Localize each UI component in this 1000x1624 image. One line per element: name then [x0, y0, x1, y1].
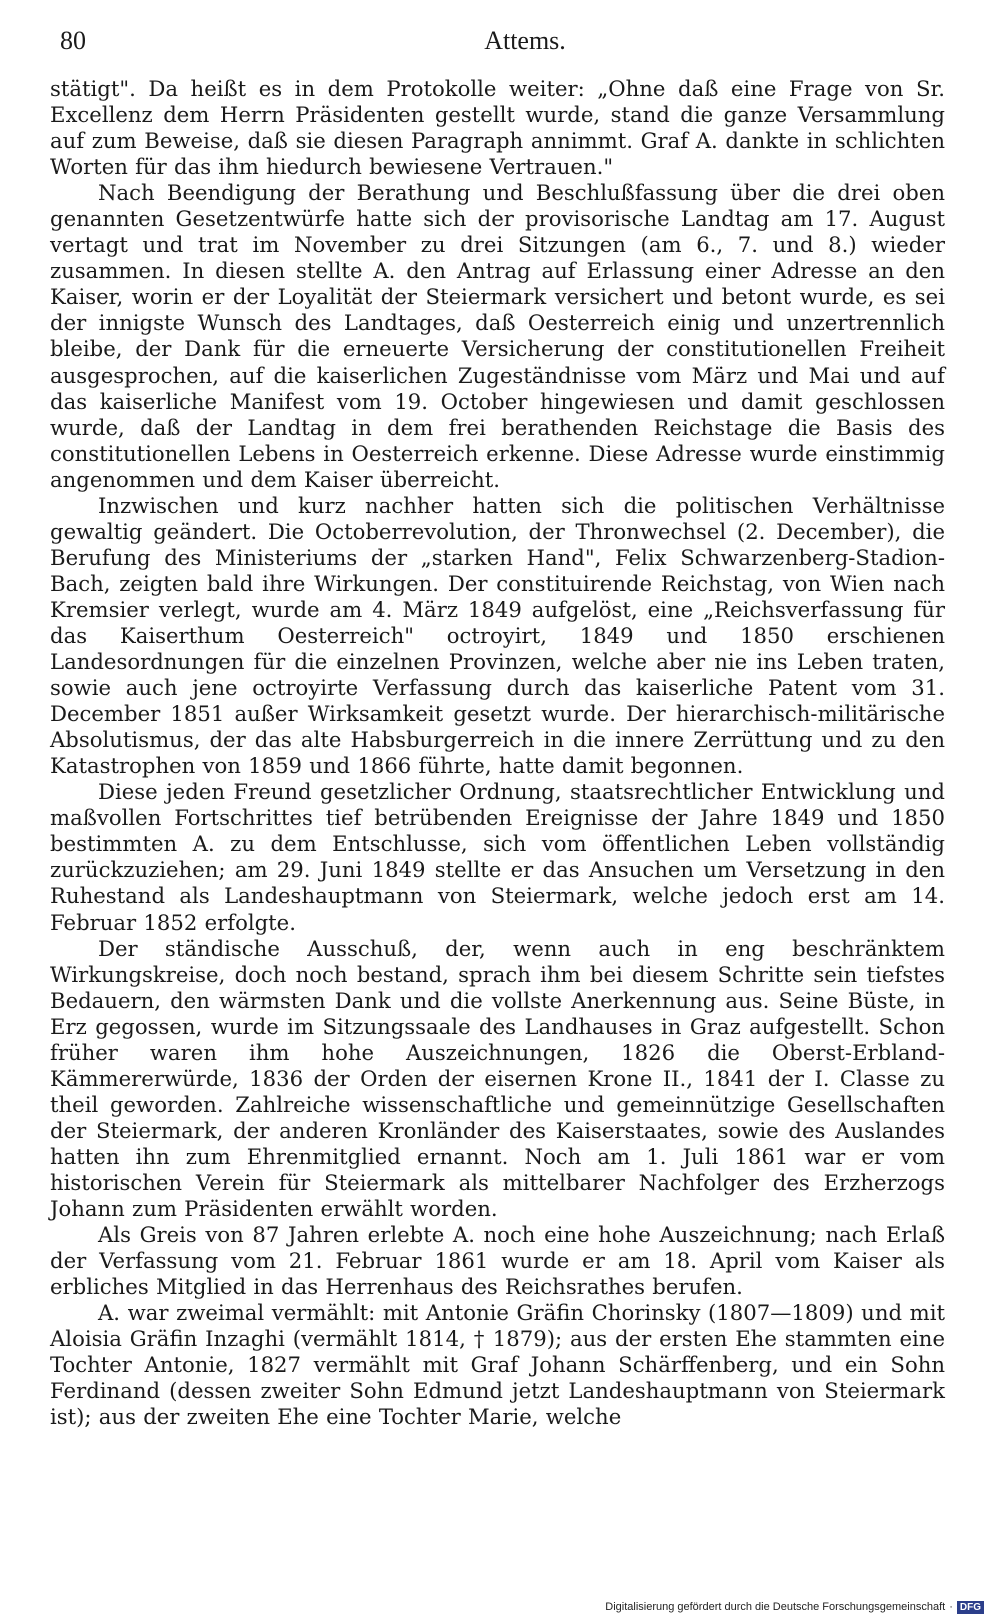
- running-head: Attems.: [484, 26, 566, 55]
- paragraph: Der ständische Ausschuß, der, wenn auch in eng beschränktem Wirkungskreise, doch noch bestand, sprach ihm bei diesem Schritte sein tiefstes Bedauern, den wärmsten Dank und die vollste Anerkennung aus. Seine Büste, in Erz gegossen, wurde im Sitzungssaale des Landhauses in Graz aufgestellt. Schon früher waren ihm hohe Auszeichnungen, 1826 die Oberst-Erbland-Kämmererwürde, 1836 der Orden der eisernen Krone II., 1841 der I. Classe zu theil geworden. Zahlreiche wissenschaftliche und gemeinnützige Gesellschaften der Steiermark, der anderen Kronländer des Kaiserstaates, sowie des Auslandes hatten ihn zum Ehrenmitglied ernannt. Noch am 1. Juli 1861 war er vom historischen Verein für Steiermark als mittelbarer Nachfolger des Erzherzogs Johann zum Präsidenten erwählt worden.: [50, 935, 945, 1222]
- paragraph: A. war zweimal vermählt: mit Antonie Gräfin Chorinsky (1807—1809) und mit Aloisia Gräfin Inzaghi (vermählt 1814, † 1879); aus der ersten Ehe stammten eine Tochter Antonie, 1827 vermählt mit Graf Johann Schärffenberg, und ein Sohn Ferdinand (dessen zweiter Sohn Edmund jetzt Landeshauptmann von Steiermark ist); aus der zweiten Ehe eine Tochter Marie, welche: [50, 1300, 945, 1430]
- credit-separator: ·: [949, 1601, 953, 1613]
- digitization-credit: [605, 1598, 984, 1616]
- paragraph: stätigt". Da heißt es in dem Protokolle weiter: „Ohne daß eine Frage von Sr. Excellenz dem Herrn Präsidenten gestellt wurde, stand die ganze Versammlung auf zum Beweise, daß sie diesen Paragraph annimmt. Graf A. dankte in schlichten Worten für das ihm hiedurch bewiesene Vertrauen.": [50, 76, 945, 180]
- paragraph: Diese jeden Freund gesetzlicher Ordnung, staatsrechtlicher Entwicklung und maßvollen Fortschrittes tief betrübenden Ereignisse der Jahre 1849 und 1850 bestimmten A. zu dem Entschlusse, sich vom öffentlichen Leben vollständig zurückzuziehen; am 29. Juni 1849 stellte er das Ansuchen um Versetzung in den Ruhestand als Landeshauptmann von Steiermark, welche jedoch erst am 14. Februar 1852 erfolgte.: [50, 779, 945, 935]
- paragraph: Inzwischen und kurz nachher hatten sich die politischen Verhältnisse gewaltig geändert. Die Octoberrevolution, der Thronwechsel (2. December), die Berufung des Ministeriums der „starken Hand", Felix Schwarzenberg-Stadion-Bach, zeigten bald ihre Wirkungen. Der constituirende Reichstag, von Wien nach Kremsier verlegt, wurde am 4. März 1849 aufgelöst, eine „Reichsverfassung für das Kaiserthum Oesterreich" octroyirt, 1849 und 1850 erschienen Landesordnungen für die einzelnen Provinzen, welche aber nie ins Leben traten, sowie auch jene octroyirte Verfassung durch das kaiserliche Patent vom 31. December 1851 außer Wirksamkeit gesetzt wurde. Der hierarchisch-militärische Absolutismus, der das alte Habsburgerreich in die innere Zerrüttung und zu den Katastrophen von 1859 und 1866 führte, hatte damit begonnen.: [50, 492, 945, 779]
- paragraph: Nach Beendigung der Berathung und Beschlußfassung über die drei oben genannten Gesetzentwürfe hatte sich der provisorische Landtag am 17. August vertagt und trat im November zu drei Sitzungen (am 6., 7. und 8.) wieder zusammen. In diesen stellte A. den Antrag auf Erlassung einer Adresse an den Kaiser, worin er der Loyalität der Steiermark versichert und betont wurde, es sei der innigste Wunsch des Landtages, daß Oesterreich einig und unzertrennlich bleibe, der Dank für die erneuerte Versicherung der constitutionellen Freiheit ausgesprochen, auf die kaiserlichen Zugeständnisse vom März und Mai und auf das kaiserliche Manifest vom 19. October hingewiesen und damit geschlossen wurde, daß der Landtag in dem frei berathenden Reichstage die Basis des constitutionellen Lebens in Oesterreich erkenne. Diese Adresse wurde einstimmig angenommen und dem Kaiser überreicht.: [50, 180, 945, 492]
- paragraph: Als Greis von 87 Jahren erlebte A. noch eine hohe Auszeichnung; nach Erlaß der Verfassung vom 21. Februar 1861 wurde er am 18. April vom Kaiser als erbliches Mitglied in das Herrenhaus des Reichsrathes berufen.: [50, 1222, 945, 1300]
- dfg-logo: DFG: [957, 1601, 984, 1614]
- page-number: 80: [60, 26, 86, 55]
- credit-text: Digitalisierung gefördert durch die Deutsche Forschungsgemeinschaft: [605, 1601, 946, 1613]
- body-text: [50, 76, 945, 1430]
- page-header: [60, 18, 950, 58]
